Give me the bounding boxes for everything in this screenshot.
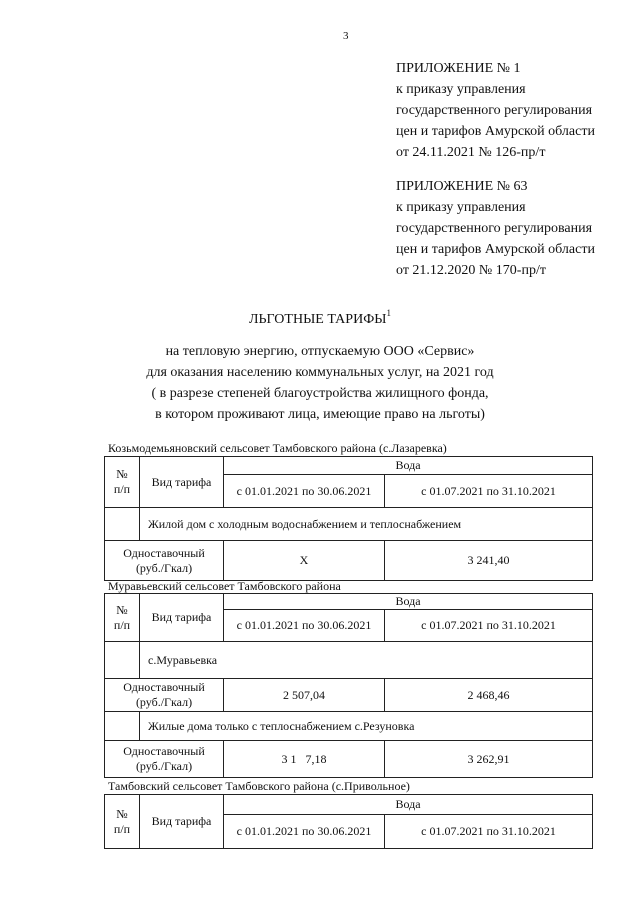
appendix-63-block (396, 176, 595, 281)
header-num: № п/п (105, 457, 140, 508)
rate-label: Одноставочный (руб./Гкал) (105, 679, 224, 712)
document-subtitle (0, 341, 640, 425)
section-title: Муравьевский сельсовет Тамбовского района (108, 579, 341, 593)
page-number: 3 (343, 30, 349, 42)
rate-label: Одноставочный (руб./Гкал) (105, 541, 224, 581)
section-title: Тамбовский сельсовет Тамбовского района (с.Привольное) (108, 779, 410, 793)
header-water: Вода (224, 594, 593, 610)
settlement-row: с.Муравьевка (140, 642, 593, 679)
appendix-1-line: к приказу управления (396, 82, 526, 97)
tariff-table-1 (104, 456, 593, 581)
header-period-2: с 01.07.2021 по 31.10.2021 (385, 475, 593, 508)
title-text: ЛЬГОТНЫЕ ТАРИФЫ (249, 312, 387, 327)
header-water: Вода (224, 457, 593, 475)
appendix-63-line: государственного регулирования (396, 221, 593, 236)
appendix-1-line: от 24.11.2021 № 126-пр/т (396, 145, 546, 160)
subtitle-line: ( в разрезе степеней благоустройства жилищного фонда, (151, 386, 489, 401)
tariff-value-period-1: 2 507,04 (224, 679, 385, 712)
tariff-value-period-1: 3 1 7,18 (224, 741, 385, 778)
header-period-1: с 01.01.2021 по 30.06.2021 (224, 475, 385, 508)
tariff-value-period-1: Х (224, 541, 385, 581)
document-title (0, 308, 640, 328)
blank-cell (105, 508, 140, 541)
section-title: Козьмодемьяновский сельсовет Тамбовского района (с.Лазаревка) (108, 441, 447, 455)
appendix-63-line: от 21.12.2020 № 170-пр/т (396, 263, 546, 278)
subtitle-line: на тепловую энергию, отпускаемую ООО «Сервис» (165, 344, 475, 359)
appendix-63-line: ПРИЛОЖЕНИЕ № 63 (396, 179, 528, 194)
appendix-63-line: к приказу управления (396, 200, 526, 215)
tariff-value-period-2: 3 262,91 (385, 741, 593, 778)
header-num: № п/п (105, 594, 140, 642)
tariff-value-period-2: 2 468,46 (385, 679, 593, 712)
header-period-1: с 01.01.2021 по 30.06.2021 (224, 815, 385, 849)
housing-type-row: Жилые дома только с теплоснабжением с.Резуновка (140, 712, 593, 741)
blank-cell (105, 712, 140, 741)
header-water: Вода (224, 795, 593, 815)
header-period-2: с 01.07.2021 по 31.10.2021 (385, 610, 593, 642)
header-period-2: с 01.07.2021 по 31.10.2021 (385, 815, 593, 849)
rate-label: Одноставочный (руб./Гкал) (105, 741, 224, 778)
appendix-63-line: цен и тарифов Амурской области (396, 242, 595, 257)
header-tariff-type: Вид тарифа (140, 594, 224, 642)
appendix-1-block (396, 58, 595, 163)
tariff-value-period-2: 3 241,40 (385, 541, 593, 581)
header-tariff-type: Вид тарифа (140, 457, 224, 508)
subtitle-line: для оказания населению коммунальных услуг, на 2021 год (146, 365, 494, 380)
title-footnote-mark: 1 (386, 308, 391, 318)
header-tariff-type: Вид тарифа (140, 795, 224, 849)
header-num: № п/п (105, 795, 140, 849)
appendix-1-line: ПРИЛОЖЕНИЕ № 1 (396, 61, 521, 76)
header-period-1: с 01.01.2021 по 30.06.2021 (224, 610, 385, 642)
appendix-1-line: государственного регулирования (396, 103, 593, 118)
tariff-table-2 (104, 593, 593, 778)
subtitle-line: в котором проживают лица, имеющие право на льготы) (155, 407, 485, 422)
blank-cell (105, 642, 140, 679)
appendix-1-line: цен и тарифов Амурской области (396, 124, 595, 139)
housing-type-row: Жилой дом с холодным водоснабжением и теплоснабжением (140, 508, 593, 541)
tariff-table-3 (104, 794, 593, 849)
